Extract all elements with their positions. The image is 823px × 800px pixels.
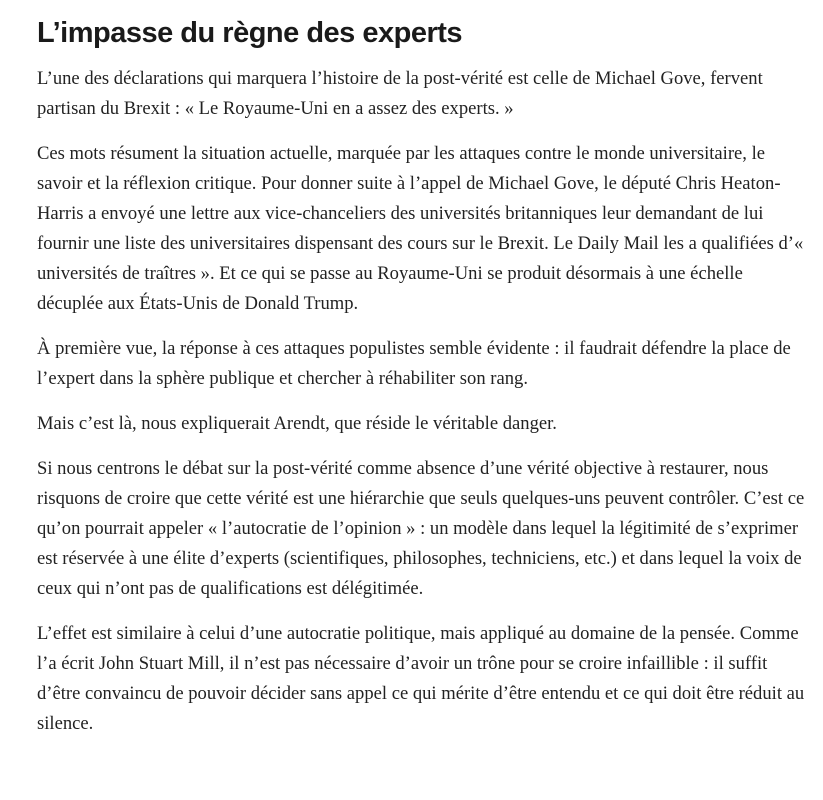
paragraph-political-autocracy: L’effet est similaire à celui d’une autocratie politique, mais appliqué au domaine de la pensée. Comme l’a écrit John Stuart Mill, il n’est pas nécessaire d’avoir un trône pour se croire infaillible : il suffit d’être convaincu de pouvoir décider sans appel ce qui mérite d’être entendu et ce qui doit être réduit au silence. bbox=[37, 623, 805, 734]
paragraph-attacks-on-academia: Ces mots résument la situation actuelle, marquée par les attaques contre le monde universitaire, le savoir et la réflexion critique. Pour donner suite à l’appel de Michael Gove, le député Chris Heaton-Harris a envoyé une lettre aux vice-chanceliers des universités britanniques leur demandant de lui fournir une liste des universitaires dispensant des cours sur le Brexit. Le Daily Mail les a qualifiées d’« universités de traîtres ». Et ce qui se passe au Royaume-Uni se produit désormais à une échelle décuplée aux États-Unis de Donald Trump. bbox=[37, 143, 804, 314]
paragraph-autocracy-of-opinion: Si nous centrons le débat sur la post-vérité comme absence d’une vérité objective à restaurer, nous risquons de croire que cette vérité est une hiérarchie que seuls quelques-uns peuvent contrôler. C’est ce qu’on pourrait appeler « l’autocratie de l’opinion » : un modèle dans lequel la légitimité de s’exprimer est réservée à une élite d’experts (scientifiques, philosophes, techniciens, etc.) et dans lequel la voix de ceux qui n’ont pas de qualifications est délégitimée. bbox=[37, 458, 805, 599]
paragraph-first-glance: À première vue, la réponse à ces attaques populistes semble évidente : il faudrait défendre la place de l’expert dans la sphère publique et chercher à réhabiliter son rang. bbox=[37, 338, 791, 389]
section-heading: L’impasse du règne des experts bbox=[37, 17, 463, 49]
article-body bbox=[37, 0, 807, 739]
paragraph-arendt-danger: Mais c’est là, nous expliquerait Arendt, que réside le véritable danger. bbox=[37, 413, 557, 434]
paragraph-gove-quote: L’une des déclarations qui marquera l’histoire de la post-vérité est celle de Michael Gove, fervent partisan du Brexit : « Le Royaume-Uni en a assez des experts. » bbox=[37, 68, 763, 119]
